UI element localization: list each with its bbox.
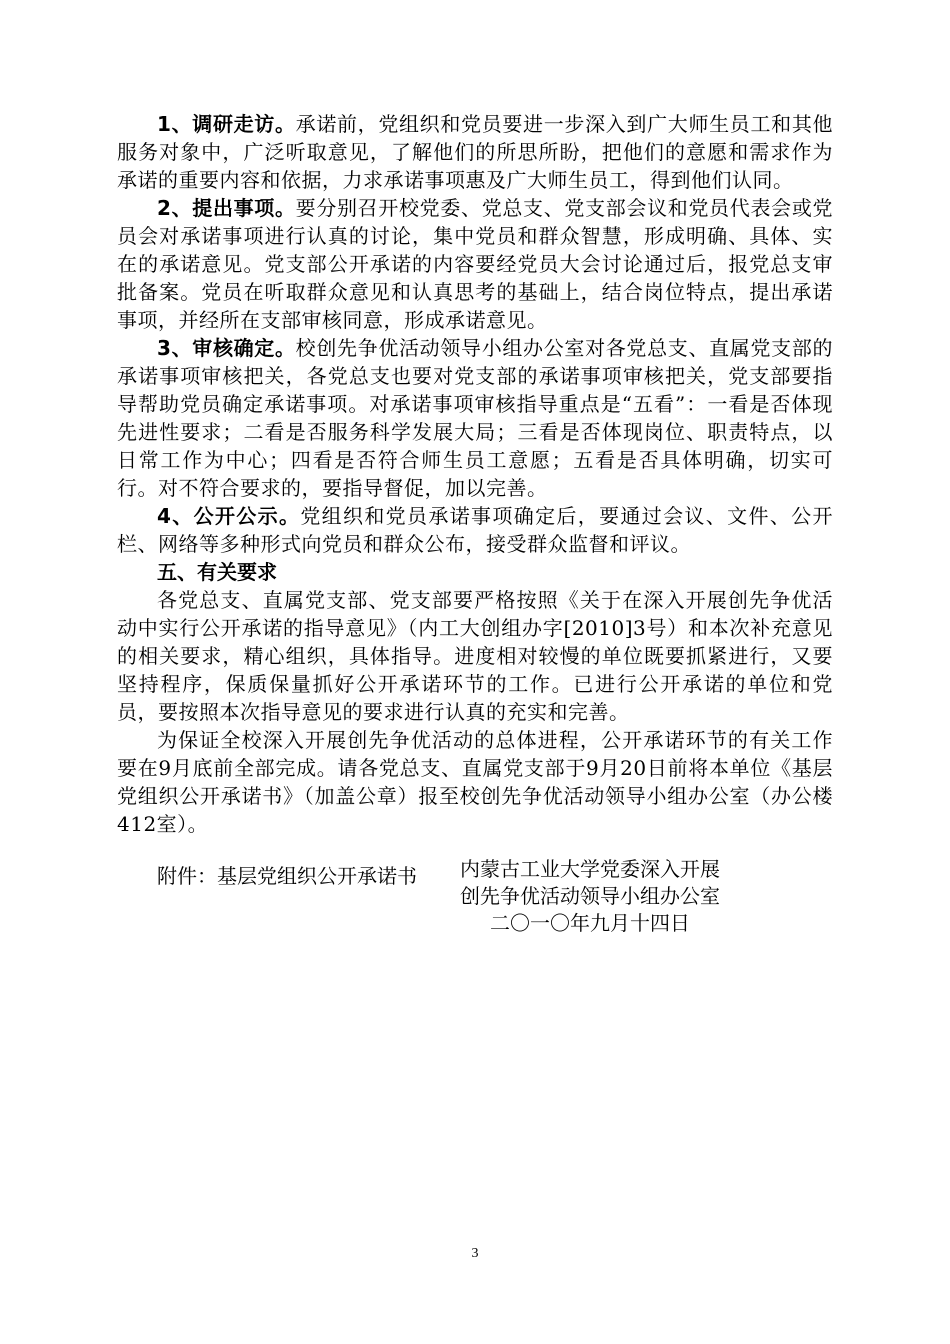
section-4-lead: 4、公开公示。 xyxy=(157,504,301,528)
page-number: 3 xyxy=(471,1246,479,1261)
document-body xyxy=(117,110,833,890)
section-3 xyxy=(117,334,833,502)
signature-block xyxy=(420,856,760,937)
section-2-lead: 2、提出事项。 xyxy=(157,196,296,220)
section-4 xyxy=(117,502,833,558)
section-2 xyxy=(117,194,833,334)
section-3-text: 校创先争优活动领导小组办公室对各党总支、直属党支部的承诺事项审核把关，各党总支也要对党支部的承诺事项审核把关，党支部要指导帮助党员确定承诺事项。对承诺事项审核指导重点是“五看”：一看是否体现先进性要求；二看是否服务科学发展大局；三看是否体现岗位、职责特点，以日常工作为中心；四看是否符合师生员工意愿；五看是否具体明确，切实可行。对不符合要求的，要指导督促，加以完善。 xyxy=(117,336,833,500)
section-1-text: 承诺前，党组织和党员要进一步深入到广大师生员工和其他服务对象中，广泛听取意见，了解他们的所思所盼，把他们的意愿和需求作为承诺的重要内容和依据，力求承诺事项惠及广大师生员工，得到他们认同。 xyxy=(117,112,833,192)
section-2-text: 要分别召开校党委、党总支、党支部会议和党员代表会或党员会对承诺事项进行认真的讨论，集中党员和群众智慧，形成明确、具体、实在的承诺意见。党支部公开承诺的内容要经党员大会讨论通过后，报党总支审批备案。党员在听取群众意见和认真思考的基础上，结合岗位特点，提出承诺事项，并经所在支部审核同意，形成承诺意见。 xyxy=(117,196,833,332)
section-heading-5: 五、有关要求 xyxy=(157,560,277,584)
section-3-lead: 3、审核确定。 xyxy=(157,336,296,360)
requirements-paragraph-2: 为保证全校深入开展创先争优活动的总体进程，公开承诺环节的有关工作要在9月底前全部完成。请各党总支、直属党支部于9月20日前将本单位《基层党组织公开承诺书》（加盖公章）报至校创先争优活动领导小组办公室（办公楼412室）。 xyxy=(117,728,833,836)
requirements-paragraph-1: 各党总支、直属党支部、党支部要严格按照《关于在深入开展创先争优活动中实行公开承诺的指导意见》（内工大创组办字[2010]3号）和本次补充意见的相关要求，精心组织，具体指导。进度相对较慢的单位既要抓紧进行，又要坚持程序，保质保量抓好公开承诺环节的工作。已进行公开承诺的单位和党员，要按照本次指导意见的要求进行认真的充实和完善。 xyxy=(117,588,833,724)
section-1-lead: 1、调研走访。 xyxy=(157,112,296,136)
signature-line-2: 创先争优活动领导小组办公室 xyxy=(460,884,720,908)
section-1 xyxy=(117,110,833,194)
signature-line-1: 内蒙古工业大学党委深入开展 xyxy=(460,857,720,881)
section-4-text: 党组织和党员承诺事项确定后，要通过会议、文件、公开栏、网络等多种形式向党员和群众公布，接受群众监督和评议。 xyxy=(117,504,834,556)
signature-date: 二〇一〇年九月十四日 xyxy=(490,911,690,935)
attachment-note: 附件：基层党组织公开承诺书 xyxy=(157,864,417,888)
